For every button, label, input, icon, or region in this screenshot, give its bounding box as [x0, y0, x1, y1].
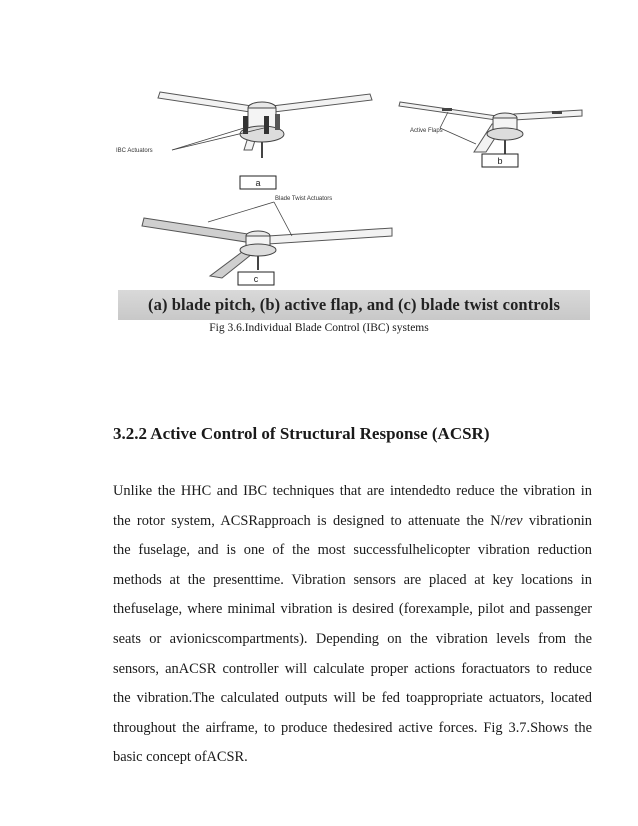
- paragraph-line: sensors, anACSR controller will calculate proper actions foractuators to reduce: [113, 660, 592, 677]
- body-paragraph: [113, 477, 592, 773]
- ibc-actuators-label: IBC Actuators: [116, 148, 153, 154]
- paragraph-line: basic concept ofACSR.: [113, 749, 248, 766]
- panel-b-label: b: [497, 156, 503, 166]
- paragraph-line: thefuselage, where minimal vibration is desired (forexample, pilot and passenger: [113, 601, 592, 618]
- active-flaps-label: Active Flaps: [410, 128, 443, 134]
- paragraph-line: the rotor system, ACSRapproach is designed to attenuate the N/rev vibrationin: [113, 512, 592, 529]
- rotor-b-illustration: [399, 102, 582, 167]
- figure-strip-caption: [118, 290, 590, 320]
- ibc-figure: [112, 78, 592, 316]
- paragraph-line: the vibration.The calculated outputs will be fed toappropriate actuators, located: [113, 690, 592, 707]
- paragraph-line: Unlike the HHC and IBC techniques that are intendedto reduce the vibration in: [113, 483, 592, 499]
- section-heading: 3.2.2 Active Control of Structural Response (ACSR): [113, 424, 490, 443]
- paragraph-line: methods at the presenttime. Vibration sensors are placed at key locations in: [113, 571, 592, 588]
- strip-caption-text: (a) blade pitch, (b) active flap, and (c) blade twist controls: [148, 295, 560, 314]
- figure-caption: Fig 3.6.Individual Blade Control (IBC) systems: [209, 322, 429, 334]
- rotor-diagrams: [112, 78, 592, 316]
- paragraph-line: the fuselage, and is one of the most successfulhelicopter vibration reduction: [113, 542, 592, 559]
- blade-twist-actuators-label: Blade Twist Actuators: [275, 196, 333, 202]
- paragraph-line: seats or avionicscompartments). Depending on the vibration levels from the: [113, 630, 592, 647]
- panel-c-label: c: [253, 274, 259, 284]
- rotor-c-illustration: [142, 196, 392, 285]
- panel-a-label: a: [255, 178, 261, 188]
- rotor-a-illustration: [116, 92, 372, 189]
- paragraph-line: throughout the airframe, to produce thedesired active forces. Fig 3.7.Shows the: [113, 719, 592, 736]
